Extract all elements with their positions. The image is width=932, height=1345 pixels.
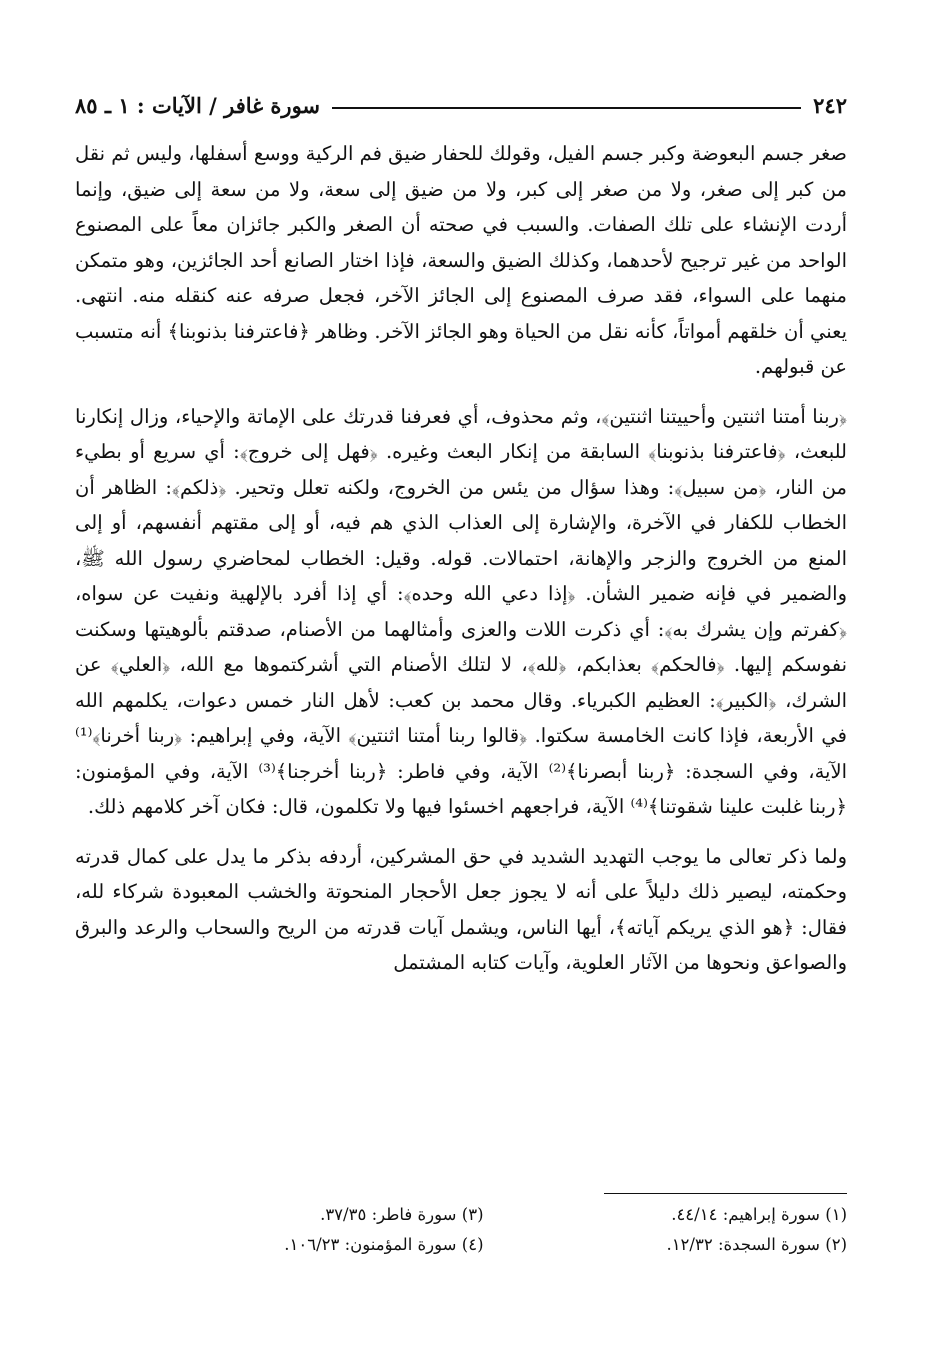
main-text bbox=[75, 136, 847, 995]
paragraph-2: ﴿ربنا أمتنا اثنتين وأحييتنا اثنتين﴾، وثم محذوف، أي فعرفنا قدرتك على الإماتة والإحياء، وزال إنكارنا للبعث، ﴿فاعترفنا بذنوبنا﴾ السابقة من إنكار البعث وغيره. ﴿فهل إلى خروج﴾: أي سريع أو بطيء من النار، ﴿من سبيل﴾: وهذا سؤال من يئس من الخروج، ولكنه تعلل وتحير. ﴿ذلكم﴾: الظاهر أن الخطاب للكفار في الآخرة، والإشارة إلى العذاب الذي هم فيه، أو إلى مقتهم أنفسهم، أو إلى المنع من الخروج والزجر والإهانة، احتمالات. قوله. وقيل: الخطاب لمحاضري رسول الله ﷺ، والضمير في فإنه ضمير الشأن. ﴿إذا دعي الله وحده﴾: أي إذا أفرد بالإلهية ونفيت عن سواه، ﴿كفرتم وإن يشرك به﴾: أي ذكرت اللات والعزى وأمثالهما من الأصنام، صدقتم بألوهيتها وسكنت نفوسكم إليها. ﴿فالحكم﴾ بعذابكم، ﴿لله﴾، لا لتلك الأصنام التي أشركتموها مع الله، ﴿العلي﴾ عن الشرك، ﴿الكبير﴾: العظيم الكبرياء. وقال محمد بن كعب: لأهل النار خمس دعوات، يكلمهم الله في الأربعة، فإذا كانت الخامسة سكتوا. ﴿قالوا ربنا أمتنا اثنتين﴾ الآية، وفي إبراهيم: ﴿ربنا أخرنا﴾⁽¹⁾ الآية، وفي السجدة: ﴿ربنا أبصرنا﴾⁽²⁾ الآية، وفي فاطر: ﴿ربنا أخرجنا﴾⁽³⁾ الآية، وفي المؤمنون: ﴿ربنا غلبت علينا شقوتنا﴾⁽⁴⁾ الآية، فراجعهم اخسئوا فيها ولا تكلمون، قال: فكان آخر كلامهم ذلك. bbox=[75, 404, 847, 818]
running-title: سورة غافر / الآيات : ١ ـ ٨٥ bbox=[75, 93, 321, 118]
page-number: ٢٤٢ bbox=[813, 93, 847, 118]
paragraph-3: ولما ذكر تعالى ما يوجب التهديد الشديد في حق المشركين، أردفه بذكر ما يدل على كمال قدرته وحكمته، ليصير ذلك دليلاً على أنه لا يجوز جعل الأحجار المنحوتة والخشب المعبودة شركاء لله، فقال: ﴿هو الذي يريكم آياته﴾، أيها الناس، ويشمل آيات قدرته من الريح والسحاب والرعد والبرق والصواعق ونحوها من الآثار العلوية، وآيات كتابه المشتمل bbox=[75, 844, 847, 974]
paragraph-1: صغر جسم البعوضة وكبر جسم الفيل، وقولك للحفار ضيق فم الركية ووسع أسفلها، وليس ثم نقل من كبر إلى صغر، ولا من صغر إلى كبر، ولا من ضيق إلى سعة، ولا من سعة إلى ضيق، وإنما أردت الإنشاء على تلك الصفات. والسبب في صحته أن الصغر والكبر جائزان معاً على المصنوع الواحد من غير ترجيح لأحدهما، وكذلك الضيق والسعة، فإذا اختار الصانع أحد الجائزين، وهو متمكن منهما على السواء، فقد صرف المصنوع إلى الجائز الآخر، فجعل صرفه عنه كنقله منه. انتهى. يعني أن خلقهم أمواتاً، كأنه نقل من الحياة وهو الجائز الآخر. وظاهر ﴿فاعترفنا بذنوبنا﴾ أنه متسبب عن قبولهم. bbox=[75, 142, 847, 378]
footnote-separator bbox=[604, 1193, 847, 1194]
footnote-3: (٣) سورة فاطر: ٣٧/٣٥. bbox=[320, 1205, 484, 1224]
header-rule bbox=[332, 107, 801, 109]
footnote-2: (٢) سورة السجدة: ١٢/٣٢. bbox=[666, 1235, 847, 1254]
footnote-4: (٤) سورة المؤمنون: ١٠٦/٢٣. bbox=[284, 1235, 484, 1254]
page-header bbox=[75, 78, 847, 118]
footnote-1: (١) سورة إبراهيم: ٤٤/١٤. bbox=[671, 1205, 847, 1224]
footnotes bbox=[120, 1200, 847, 1260]
